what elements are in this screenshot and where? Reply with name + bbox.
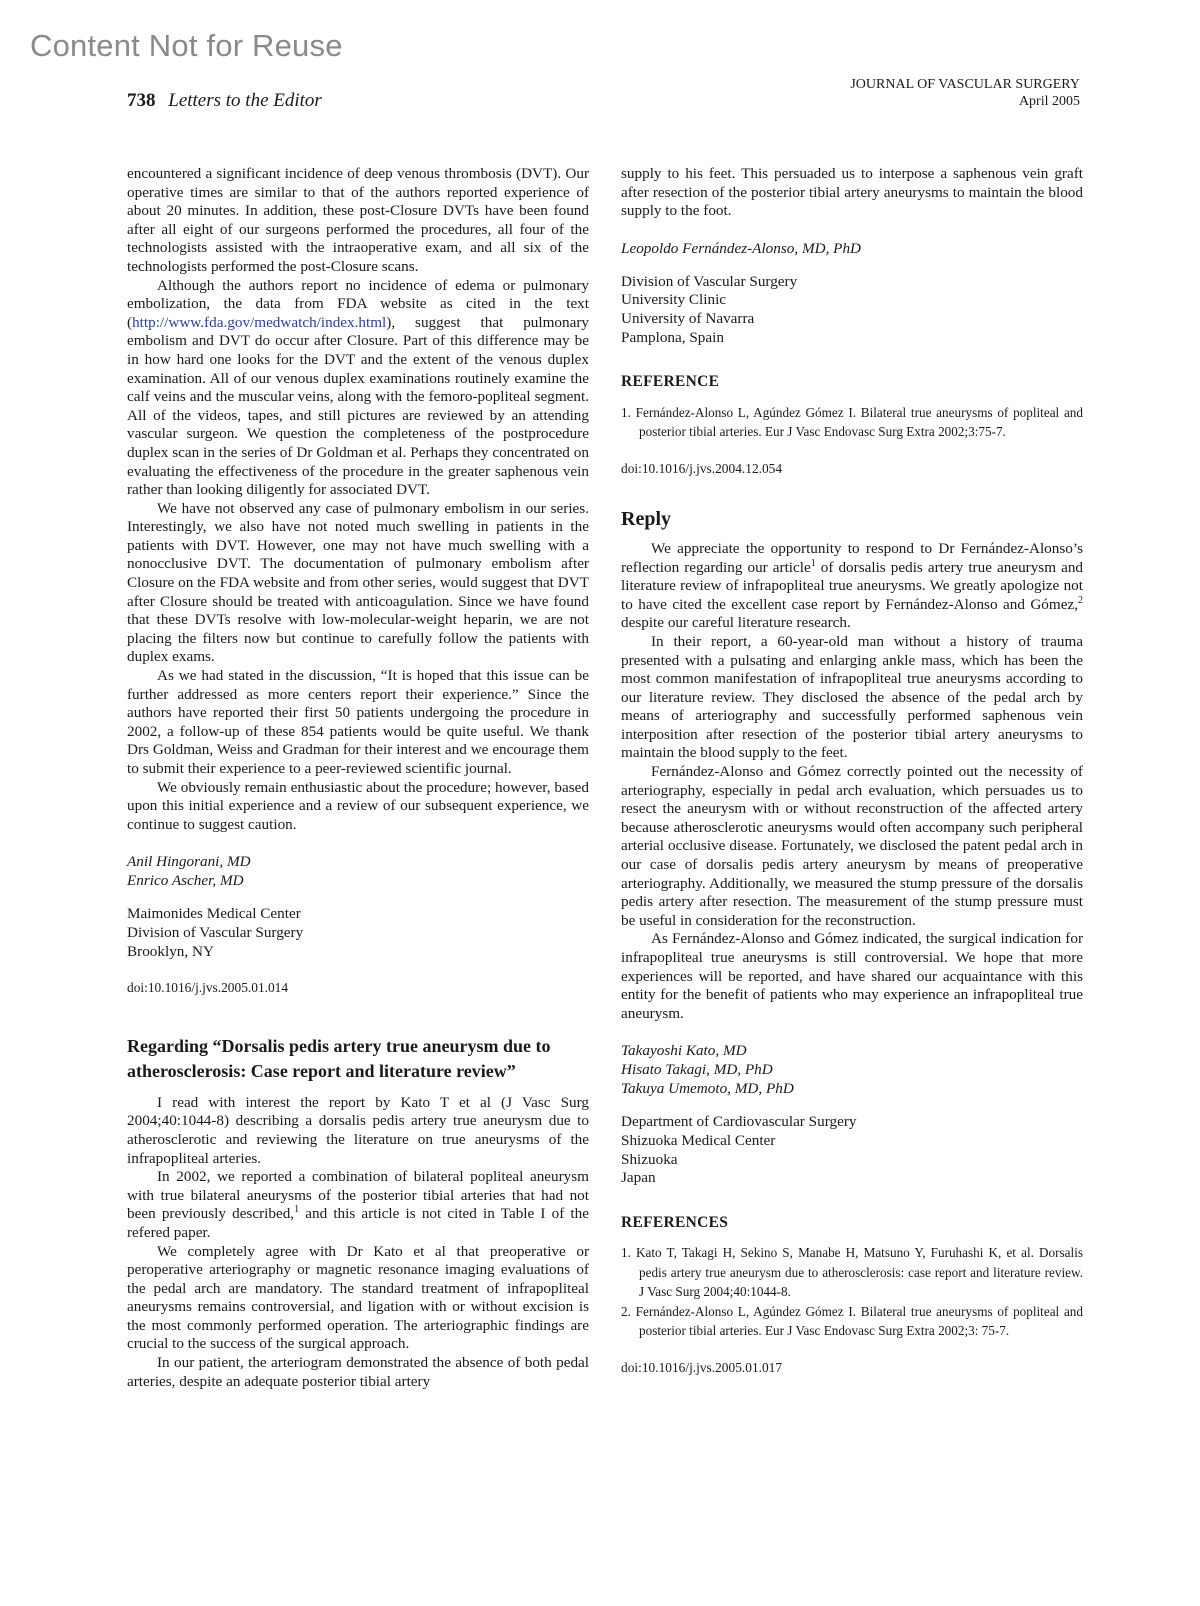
paragraph: encountered a significant incidence of deep venous thrombosis (DVT). Our operative times are similar to that of the authors reported experience of about 20 minutes. In addition, these post-Closure DVTs have been found after all eight of our surgeons performed the procedures, all four of the technologists assisted with the intraoperative exam, and all six of the technologists performed the post-Closure scans.	[127, 165, 589, 275]
citation-marker: 1	[810, 557, 816, 569]
paragraph: In our patient, the arteriogram demonstrated the absence of both pedal arteries, despite an adequate posterior tibial artery	[127, 1354, 589, 1390]
affiliation: Division of Vascular Surgery University Clinic University of Navarra Pamplona, Spain	[621, 272, 798, 346]
paragraph: As we had stated in the discussion, “It is hoped that this issue can be further addressed as more centers report their experience.” Since the authors have reported their first 50 patients undergoing the procedure in 2002, a follow-up of these 854 patients would be quite useful. We thank Drs Goldman, Weiss and Gradman for their interest and we encourage them to submit their experience to a peer-reviewed scientific journal.	[127, 667, 589, 777]
paragraph: We completely agree with Dr Kato et al that preoperative or peroperative arteriography or magnetic resonance imaging evaluations of the pedal arch are mandatory. The standard treatment of infrapopliteal aneurysms remains controversial, and ligation with or without excision is the most commonly performed operation. The arteriographic findings are crucial to the success of the surgical approach.	[127, 1242, 589, 1353]
author-name: Enrico Ascher, MD	[127, 872, 244, 890]
paragraph: We obviously remain enthusiastic about the procedure; however, based upon this initial experience and a review of our subsequent experience, we continue to suggest caution.	[127, 778, 589, 833]
citation-marker: 1	[294, 1204, 300, 1216]
reference-item: 2. Fernández-Alonso L, Agúndez Gómez I. Bilateral true aneurysms of popliteal and posterior tibial arteries. Eur J Vasc Endovasc Surg Extra 2002;3: 75-7.	[621, 1303, 1083, 1339]
author-name: Takayoshi Kato, MD	[621, 1042, 747, 1060]
paragraph: In 2002, we reported a combination of bilateral popliteal aneurysm with true bilateral aneurysms of the posterior tibial arteries that had not been previously described,$^1$ and this article is not cited in Table I of the refered paper.	[127, 1168, 589, 1241]
affiliation: Department of Cardiovascular Surgery Shizuoka Medical Center Shizuoka Japan	[621, 1113, 857, 1187]
doi: doi:10.1016/j.jvs.2005.01.017	[621, 1359, 783, 1375]
page-header-left	[127, 90, 322, 112]
page-header-right	[850, 76, 1080, 110]
affiliation: Maimonides Medical Center Division of Vascular Surgery Brooklyn, NY	[127, 905, 304, 960]
doi: doi:10.1016/j.jvs.2005.01.014	[127, 980, 289, 996]
letter-title: Regarding “Dorsalis pedis artery true aneurysm due to atherosclerosis: Case report and literature review”	[127, 1035, 551, 1081]
issue-date: April 2005	[1018, 94, 1080, 109]
author-name: Takuya Umemoto, MD, PhD	[621, 1080, 794, 1098]
paragraph: We have not observed any case of pulmonary embolism in our series. Interestingly, we also have not noted much swelling in patients in the patients with DVT. However, one may not have much swelling with a nonocclusive DVT. The documentation of pulmonary embolism after Closure on the FDA website and from other series, would suggest that DVT after Closure should be treated with anticoagulation. Since we have found that these DVTs resolve with low-molecular-weight heparin, we are not placing the filters now but continue to carefully follow the patients with duplex exams.	[127, 499, 589, 666]
doi: doi:10.1016/j.jvs.2004.12.054	[621, 460, 783, 476]
watermark: Content Not for Reuse	[30, 28, 343, 63]
running-title: Letters to the Editor	[168, 90, 322, 111]
reference-heading: REFERENCE	[621, 373, 720, 391]
paragraph: Fernández-Alonso and Gómez correctly pointed out the necessity of arteriography, especially in pedal arch evaluation, which persuades us to resect the aneurysm with or without reconstruction of the affected artery because atherosclerotic aneurysms would often accompany such peripheral arterial occlusive disease. Fortunately, we disclosed the patent pedal arch in our case of dorsalis pedis artery aneurysm by means of preoperative arteriography. Additionally, we measured the stump pressure of the dorsalis pedis artery after resection. The measurement of the stump pressure must be useful in consideration for the reconstruction.	[621, 763, 1083, 929]
citation-marker: 2	[1078, 594, 1083, 606]
author-name: Leopoldo Fernández-Alonso, MD, PhD	[621, 239, 862, 257]
reference-item: 1. Fernández-Alonso L, Agúndez Gómez I. Bilateral true aneurysms of popliteal and posterior tibial arteries. Eur J Vasc Endovasc Surg Extra 2002;3:75-7.	[621, 404, 1083, 440]
paragraph: As Fernández-Alonso and Gómez indicated, the surgical indication for infrapopliteal true aneurysms is still controversial. We hope that more experiences will be reported, and have shared our acquaintance with this entity for the benefit of patients who may experience an infrapopliteal true aneurysm.	[621, 930, 1083, 1022]
fda-link[interactable]: http://www.fda.gov/medwatch/index.html	[132, 313, 387, 331]
author-signature	[127, 852, 589, 890]
reference-item: 1. Kato T, Takagi H, Sekino S, Manabe H, Matsuno Y, Furuhashi K, et al. Dorsalis pedis artery true aneurysm due to atherosclerosis: case report and literature review. J Vasc Surg 2004;40:1044-8.	[621, 1245, 1083, 1300]
paragraph: We appreciate the opportunity to respond to Dr Fernández-Alonso’s reflection regarding our article$^1$ of dorsalis pedis artery true aneurysm and literature review of infrapopliteal true aneurysms. We greatly apologize not to have cited the excellent case report by Fernández-Alonso and Gómez,$^2$ despite our careful literature research.	[621, 539, 1084, 632]
author-name: Anil Hingorani, MD	[127, 853, 251, 871]
right-column	[621, 165, 1083, 1377]
left-column	[127, 165, 589, 1391]
reply-heading: Reply	[621, 508, 671, 531]
author-name: Hisato Takagi, MD, PhD	[621, 1061, 773, 1079]
journal-name: JOURNAL OF VASCULAR SURGERY	[850, 77, 1080, 92]
paragraph: Although the authors report no incidence of edema or pulmonary embolization, the data from FDA website as cited in the text (http://www.fda.gov/medwatch/index.html), suggest that pulmonary embolism and DVT do occur after Closure. Part of this difference may be in how hard one looks for the DVT and the extent of the venous duplex examination. All of our venous duplex examinations routinely examine the calf veins and the muscular veins, along with the femoro-popliteal segment. All of the videos, tapes, and still pictures are reviewed by an attending vascular surgeon. We question the completeness of the postprocedure duplex scan in the series of Dr Goldman et al. Perhaps they concentrated on evaluating the effectiveness of the procedure in the greater saphenous vein rather than looking diligently for associated DVT.	[127, 276, 589, 499]
paragraph: I read with interest the report by Kato T et al (J Vasc Surg 2004;40:1044-8) describing a dorsalis pedis artery true aneurysm due to atherosclerotic and reviewing the literature on true aneurysms of the infrapopliteal arteries.	[127, 1093, 589, 1167]
author-signature	[621, 239, 1083, 258]
paragraph: supply to his feet. This persuaded us to interpose a saphenous vein graft after resection of the posterior tibial artery aneurysms to maintain the blood supply to the foot.	[621, 165, 1083, 220]
author-signature	[621, 1041, 1083, 1098]
page-number: 738	[127, 90, 156, 111]
paragraph: In their report, a 60-year-old man without a history of trauma presented with a pulsating and enlarging ankle mass, which has been the most common manifestation of infrapopliteal true aneurysms according to our literature review. They disclosed the absence of the pedal arch by means of arteriography and successfully performed saphenous vein interposition after resection of the posterior tibial artery aneurysms to maintain the blood supply to the feet.	[621, 632, 1083, 762]
references-heading: REFERENCES	[621, 1213, 729, 1231]
